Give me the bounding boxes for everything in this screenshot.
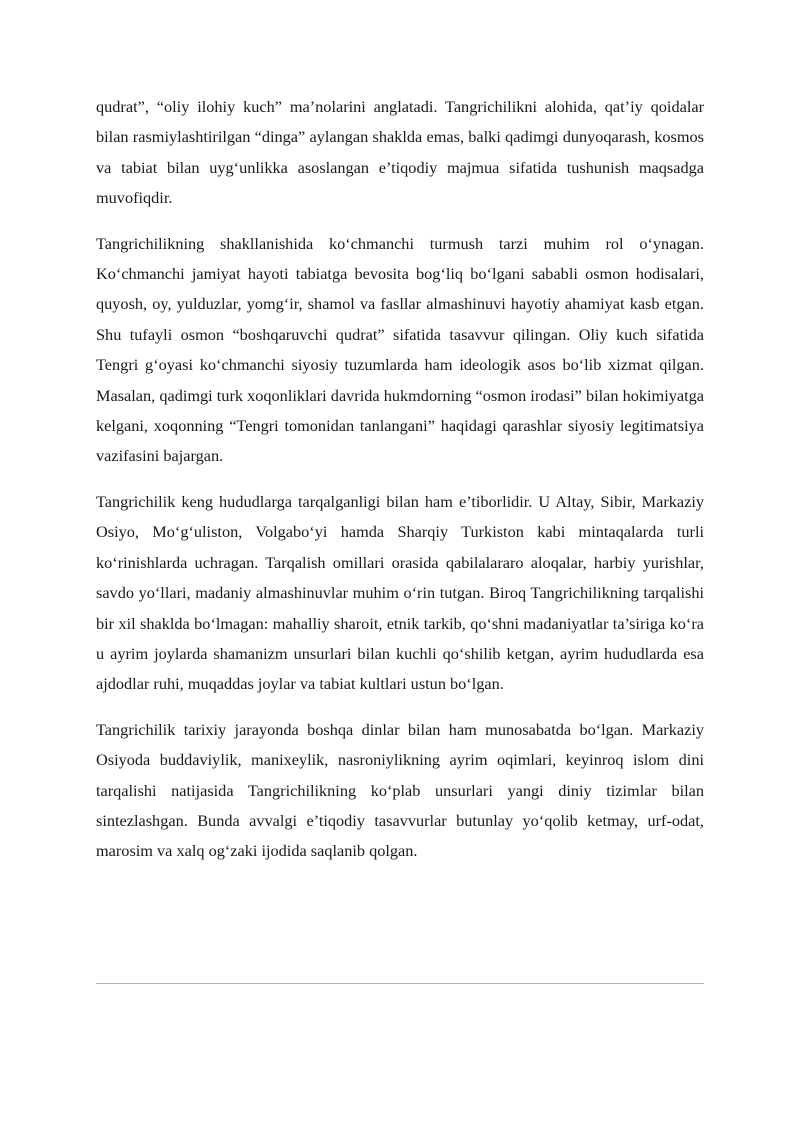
paragraph-1: qudrat”, “oliy ilohiy kuch” ma’nolarini anglatadi. Tangrichilikni alohida, qat’iy qoidalar bilan rasmiylashtirilgan “dinga” aylangan shaklda emas, balki qadimgi dunyoqarash, kosmos va tabiat bilan uyg‘unlikka asoslangan e’tiqodiy majmua sifatida tushunish maqsadga muvofiqdir. — [96, 97, 704, 208]
paragraph-3: Tangrichilik keng hududlarga tarqalganligi bilan ham e’tiborlidir. U Altay, Sibir, Markaziy Osiyo, Mo‘g‘uliston, Volgabo‘yi hamda Sharqiy Turkiston kabi mintaqalarda turli ko‘rinishlarda uchragan. Tarqalish omillari orasida qabilalararo aloqalar, harbiy yurishlar, savdo yo‘llari, madaniy almashinuvlar muhim o‘rin tutgan. Biroq Tangrichilikning tarqalishi bir xil shaklda bo‘lmagan: mahalliy sharoit, etnik tarkib, qo‘shni madaniyatlar ta’siriga ko‘ra u ayrim joylarda shamanizm unsurlari bilan kuchli qo‘shilib ketgan, ayrim hududlarda esa ajdodlar ruhi, muqaddas joylar va tabiat kultlari ustun bo‘lgan. — [96, 491, 704, 694]
paragraph-2: Tangrichilikning shakllanishida ko‘chmanchi turmush tarzi muhim rol o‘ynagan. Ko‘chmanchi jamiyat hayoti tabiatga bevosita bog‘liq bo‘lgani sababli osmon hodisalari, quyosh, oy, yulduzlar, yomg‘ir, shamol va fasllar almashinuvi hayotiy ahamiyat kasb etgan. Shu tufayli osmon “boshqaruvchi qudrat” sifatida tasavvur qilingan. Oliy kuch sifatida Tengri g‘oyasi ko‘chmanchi siyosiy tuzumlarda ham ideologik asos bo‘lib xizmat qilgan. Masalan, qadimgi turk xoqonliklari davrida hukmdorning “osmon irodasi” bilan hokimiyatga kelgani, xoqonning “Tengri tomonidan tanlangani” haqidagi qarashlar siyosiy legitimatsiya vazifasini bajargan. — [96, 233, 704, 466]
document-body — [96, 92, 704, 882]
footnote-separator-line — [96, 983, 704, 984]
paragraph-4: Tangrichilik tarixiy jarayonda boshqa dinlar bilan ham munosabatda bo‘lgan. Markaziy Osiyoda buddaviylik, manixeylik, nasroniylikning ayrim oqimlari, keyinroq islom dini tarqalishi natijasida Tangrichilikning ko‘plab unsurlari yangi diniy tizimlar bilan sintezlashgan. Bunda avvalgi e’tiqodiy tasavvurlar butunlay yo‘qolib ketmay, urf-odat, marosim va xalq og‘zaki ijodida saqlanib qolgan. — [96, 719, 704, 861]
